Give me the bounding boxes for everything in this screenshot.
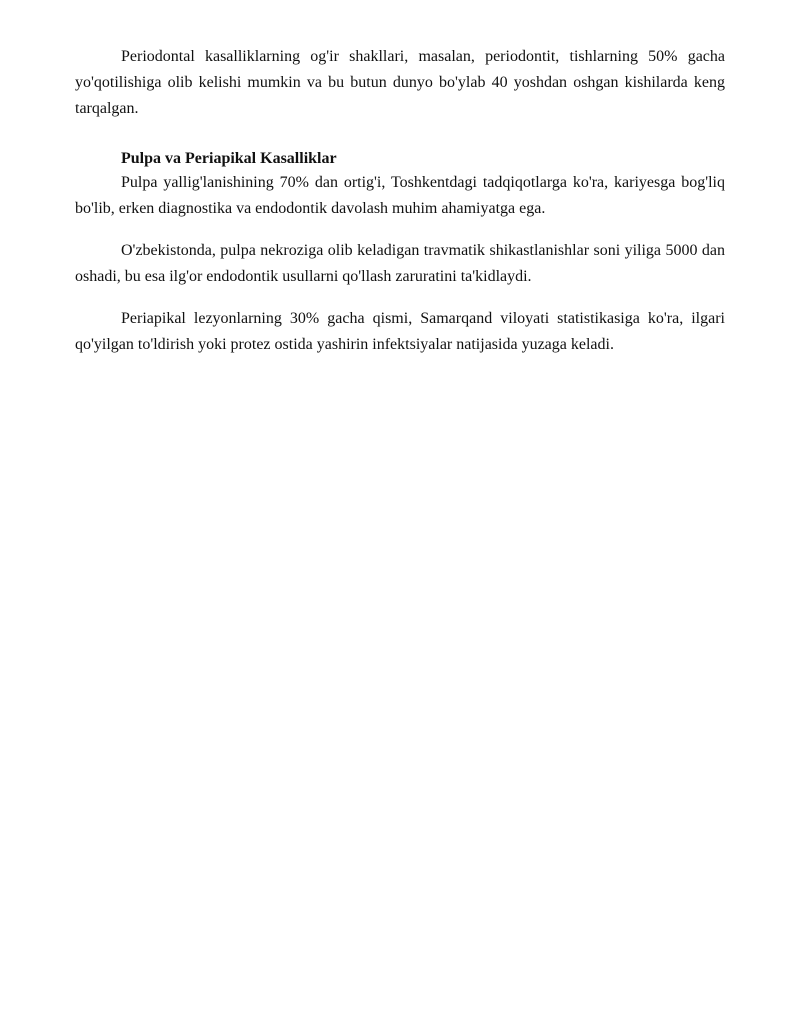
- spacer: [75, 290, 725, 306]
- document-page: [75, 44, 725, 358]
- spacer: [75, 138, 725, 148]
- section-heading: Pulpa va Periapikal Kasalliklar: [121, 150, 337, 167]
- paragraph-uzbekistan-trauma: O'zbekistonda, pulpa nekroziga olib keladigan travmatik shikastlanishlar soni yiliga 5000 dan oshadi, bu esa ilg'or endodontik usullarni qo'llash zaruratini ta'kidlaydi.: [75, 242, 725, 285]
- paragraph-pulpa-inflammation: Pulpa yallig'lanishining 70% dan ortig'i, Toshkentdagi tadqiqotlarga ko'ra, kariyesga bog'liq bo'lib, erken diagnostika va endodontik davolash muhim ahamiyatga ega.: [75, 174, 725, 217]
- spacer: [75, 222, 725, 238]
- paragraph-periapical-lesions: Periapikal lezyonlarning 30% gacha qismi, Samarqand viloyati statistikasiga ko'ra, ilgari qo'yilgan to'ldirish yoki protez ostida yashirin infektsiyalar natijasida yuzaga keladi.: [75, 310, 725, 353]
- paragraph-periodontal: Periodontal kasalliklarning og'ir shakllari, masalan, periodontit, tishlarning 50% gacha yo'qotilishiga olib kelishi mumkin va bu butun dunyo bo'ylab 40 yoshdan oshgan kishilarda keng tarqalgan.: [75, 48, 725, 117]
- spacer: [75, 122, 725, 138]
